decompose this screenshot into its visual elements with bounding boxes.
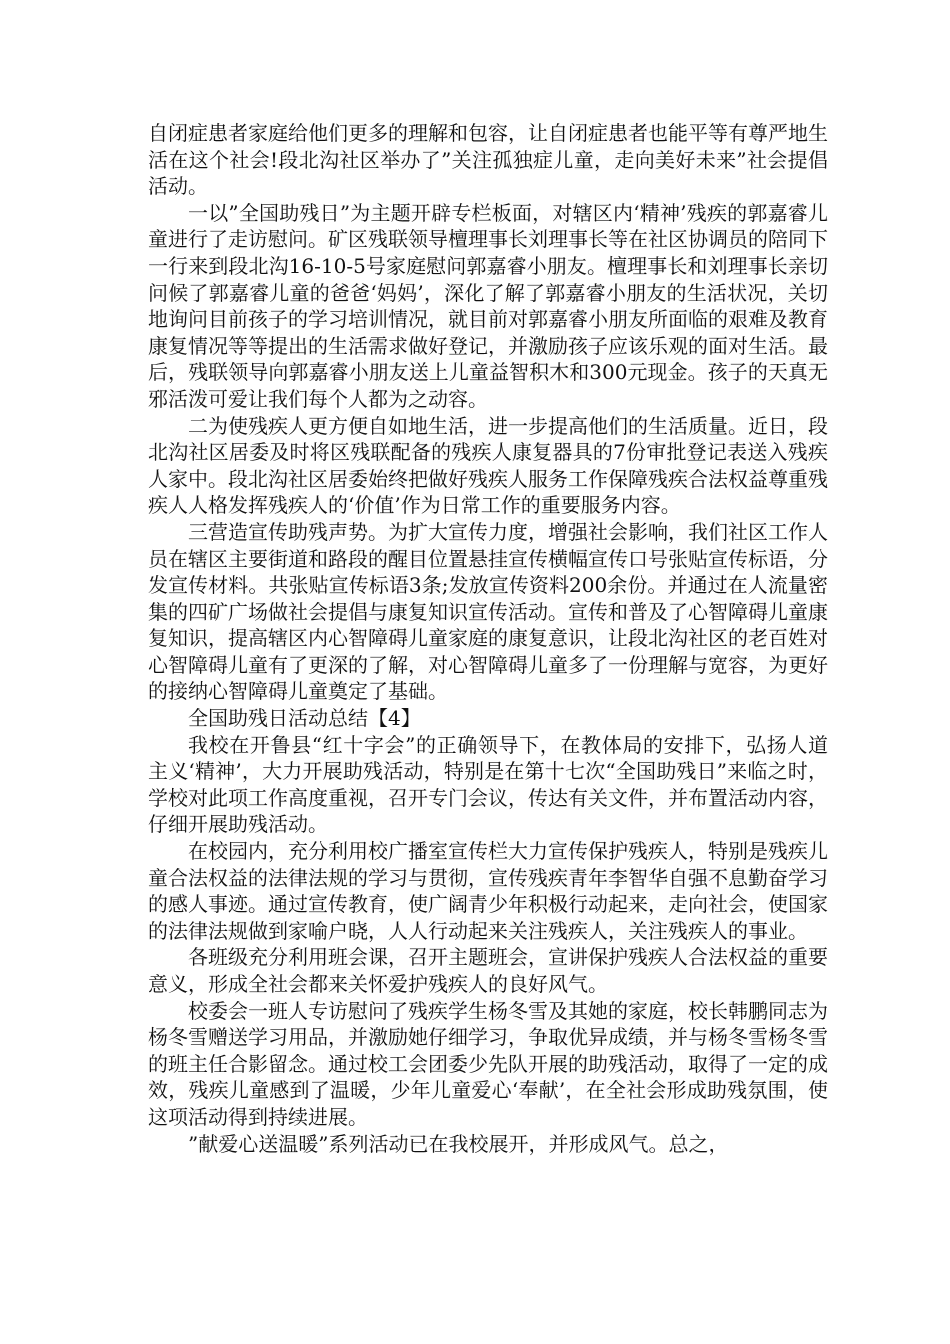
paragraph-intro: 自闭症患者家庭给他们更多的理解和包容，让自闭症患者也能平等有尊严地生活在这个社会!段北沟社区举办了”关注孤独症儿童，走向美好未来”社会提倡活动。: [148, 121, 828, 199]
paragraph-equipment: 二为使残疾人更方便自如地生活，进一步提高他们的生活质量。近日，段北沟社区居委及时将区残联配备的残疾人康复器具的7份审批登记表送入残疾人家中。段北沟社区居委始终把做好残疾人服务工作保障残疾合法权益尊重残疾人人格发挥残疾人的‘价值’作为日常工作的重要服务内容。: [148, 413, 828, 518]
paragraph-school-intro: 我校在开鲁县“红十字会”的正确领导下，在教体局的安排下，弘扬人道主义‘精神’，大力开展助残活动，特别是在第十七次“全国助残日”来临之时，学校对此项工作高度重视，召开专门会议，传达有关文件，并布置活动内容，仔细开展助残活动。: [148, 732, 828, 837]
paragraph-visit-student: 校委会一班人专访慰问了残疾学生杨冬雪及其她的家庭，校长韩鹏同志为杨冬雪赠送学习用品，并激励她仔细学习，争取优异成绩，并与杨冬雪杨冬雪的班主任合影留念。通过校工会团委少先队开展的助残活动，取得了一定的成效，残疾儿童感到了温暖，少年儿童爱心‘奉献’，在全社会形成助残氛围，使这项活动得到持续进展。: [148, 998, 828, 1129]
paragraph-closing: ”献爱心送温暖”系列活动已在我校展开，并形成风气。总之，: [188, 1131, 729, 1156]
paragraph-class-meeting: 各班级充分利用班会课，召开主题班会，宣讲保护残疾人合法权益的重要意义，形成全社会都来关怀爱护残疾人的良好风气。: [148, 945, 828, 996]
section-heading: 全国助残日活动总结【4】: [188, 706, 421, 731]
document-body: [148, 120, 828, 1157]
paragraph-publicity: 三营造宣传助残声势。为扩大宣传力度，增强社会影响，我们社区工作人员在辖区主要街道和路段的醒目位置悬挂宣传横幅宣传口号张贴宣传标语，分发宣传材料。共张贴宣传标语3条;发放宣传资料200余份。并通过在人流量密集的四矿广场做社会提倡与康复知识宣传活动。宣传和普及了心智障碍儿童康复知识，提高辖区内心智障碍儿童家庭的康复意识，让段北沟社区的老百姓对心智障碍儿童有了更深的了解，对心智障碍儿童多了一份理解与宽容，为更好的接纳心智障碍儿童奠定了基础。: [148, 519, 828, 704]
paragraph-campus: 在校园内，充分利用校广播室宣传栏大力宣传保护残疾人，特别是残疾儿童合法权益的法律法规的学习与贯彻，宣传残疾青年李智华自强不息勤奋学习的感人事迹。通过宣传教育，使广阔青少年积极行动起来，走向社会，使国家的法律法规做到家喻户晓，人人行动起来关注残疾人，关注残疾人的事业。: [148, 839, 828, 943]
paragraph-visit: 一以”全国助残日”为主题开辟专栏板面，对辖区内‘精神’残疾的郭嘉睿儿童进行了走访慰问。矿区残联领导檀理事长刘理事长等在社区协调员的陪同下一行来到段北沟16-10-5号家庭慰问郭嘉睿小朋友。檀理事长和刘理事长亲切问候了郭嘉睿儿童的爸爸‘妈妈’，深化了解了郭嘉睿小朋友的生活状况，关切地询问目前孩子的学习培训情况，就目前对郭嘉睿小朋友所面临的艰难及教育康复情况等等提出的生活需求做好登记，并激励孩子应该乐观的面对生活。最后，残联领导向郭嘉睿小朋友送上儿童益智积木和300元现金。孩子的天真无邪活泼可爱让我们每个人都为之动容。: [148, 200, 828, 411]
